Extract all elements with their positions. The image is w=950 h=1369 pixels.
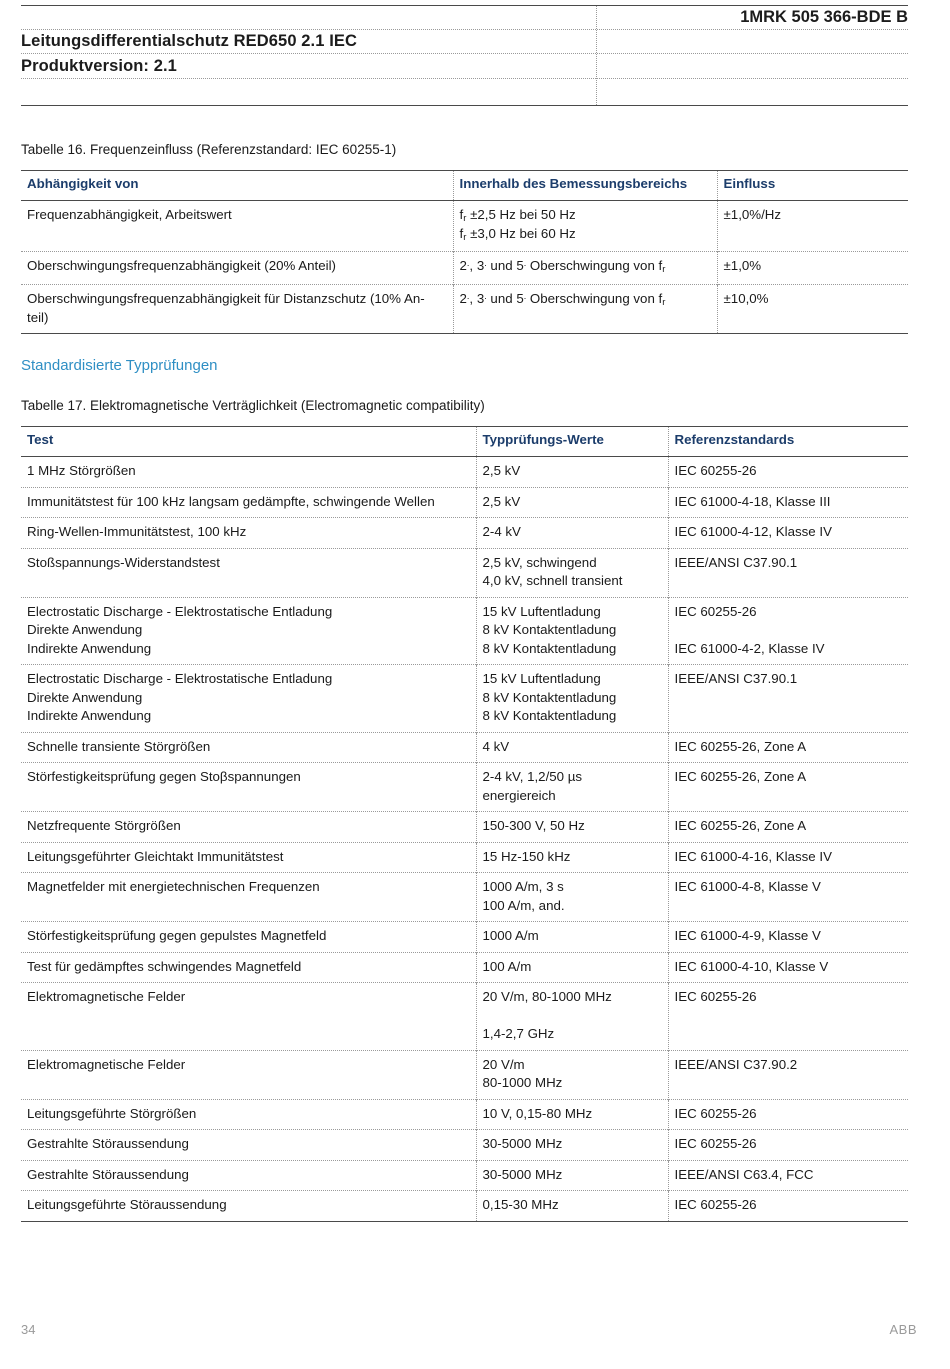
cell-line: 2-4 kV [482,524,521,539]
cell-test [21,518,476,549]
cell-reference-standards [668,1099,908,1130]
range-text: ±2,5 Hz bei 50 Hz [466,207,576,222]
cell-line: Indirekte Anwendung [27,640,152,656]
subscript: r [662,264,666,275]
dependency-line: Oberschwingungsfrequenzabhängigkeit für Distanzschutz (10% An- [27,291,425,306]
cell-line: Direkte Anwendung [27,689,143,705]
cell-line: Leitungsgeführter Gleichtakt Immunitätstest [27,848,284,864]
cell-type-test-values [476,1050,668,1099]
cell-line: 150-300 V, 50 Hz [482,818,585,833]
table-row [21,1130,908,1161]
cell-line: IEC 61000-4-16, Klasse IV [674,848,832,864]
column-header-influence: Einfluss [717,171,908,201]
range-text: Oberschwingung von f [526,291,663,306]
superscript-dot: . [484,258,487,268]
cell-test [21,548,476,597]
cell-line: IEC 60255-26, Zone A [674,769,807,784]
header-bottom-rule [21,105,908,106]
cell-test [21,597,476,665]
table-row [21,201,908,252]
cell-line: Electrostatic Discharge - Elektrostatische Entladung [27,671,333,686]
cell-reference-standards [668,665,908,733]
cell-type-test-values [476,1191,668,1222]
cell-line: Electrostatic Discharge - Elektrostatische Entladung [27,603,333,619]
cell-line: 4,0 kV, schnell transient [482,573,623,588]
cell-type-test-values [476,842,668,873]
cell-reference-standards [668,763,908,812]
cell-test [21,487,476,518]
cell-line: Schnelle transiente Störgrößen [27,738,211,754]
table-row [21,597,908,665]
cell-line: Direkte Anwendung [27,622,143,637]
cell-line: IEC 60255-26 [674,603,757,619]
cell-test [21,922,476,953]
cell-line: 15 kV Luftentladung [482,671,601,686]
table-row [21,732,908,763]
cell-line: 15 Hz-150 kHz [482,848,571,864]
cell-line: IEC 60255-26 [674,1136,757,1151]
cell-line: 80-1000 MHz [482,1075,563,1090]
cell-range [453,201,717,252]
cell-range [453,252,717,285]
cell-test [21,1099,476,1130]
cell-test [21,457,476,488]
table-row [21,1160,908,1191]
cell-influence: ±1,0%/Hz [717,201,908,252]
table-row [21,1050,908,1099]
cell-line: Elektromagnetische Felder [27,1056,186,1072]
table17-caption: Tabelle 17. Elektromagnetische Verträglichkeit (Electromagnetic compatibility) [21,398,485,413]
cell-reference-standards [668,922,908,953]
cell-line: 8 kV Kontaktentladung [482,640,617,656]
symbol: f [459,225,464,241]
cell-line: energiereich [482,787,556,803]
cell-test [21,1130,476,1161]
document-number: 1MRK 505 366-BDE B [740,8,908,26]
cell-line: 30-5000 MHz [482,1136,563,1151]
table-row [21,873,908,922]
cell-line: IEC 60255-26 [674,1197,757,1212]
header-dotted-line [21,29,908,30]
cell-type-test-values [476,952,668,983]
cell-test [21,812,476,843]
table17-header-row [21,427,908,457]
subscript: r [463,213,467,224]
cell-line: 15 kV Luftentladung [482,603,601,619]
cell-reference-standards [668,812,908,843]
cell-line: 100 A/m [482,958,532,974]
cell-type-test-values [476,457,668,488]
table16-frequency-influence [21,170,908,334]
table16-header-row [21,171,908,201]
cell-range [453,285,717,334]
cell-type-test-values [476,812,668,843]
cell-reference-standards [668,548,908,597]
harmonic-number: 2 [459,291,467,306]
abb-logo: ABB [889,1322,917,1337]
table-row [21,983,908,1051]
table-row [21,285,908,334]
document-title: Leitungsdifferentialschutz RED650 2.1 IEC [21,32,358,50]
table16-caption: Tabelle 16. Frequenzeinfluss (Referenzstandard: IEC 60255-1) [21,142,397,157]
cell-line: 8 kV Kontaktentladung [482,708,617,723]
separator: , [469,258,477,273]
cell-line: 1,4-2,7 GHz [482,1026,555,1041]
cell-test [21,732,476,763]
table-row [21,763,908,812]
table-row [21,665,908,733]
column-header-dependency: Abhängigkeit von [27,176,139,191]
cell-type-test-values [476,548,668,597]
cell-line: Gestrahlte Störaussendung [27,1136,189,1151]
separator: und [486,291,517,306]
cell-reference-standards [668,732,908,763]
table-row [21,518,908,549]
cell-test [21,983,476,1051]
table17-body [21,457,908,1222]
cell-line: 100 A/m, and. [482,897,565,913]
cell-line: 2-4 kV, 1,2/50 µs [482,769,583,784]
cell-line [483,1007,662,1026]
cell-line: IEC 61000-4-18, Klasse III [674,493,831,509]
dependency-line: teil) [27,309,49,325]
cell-line: 2,5 kV [482,463,521,478]
cell-dependency: Frequenzabhängigkeit, Arbeitswert [27,207,232,222]
column-header-test: Test [27,432,54,447]
cell-type-test-values [476,732,668,763]
cell-line: IEEE/ANSI C63.4, FCC [674,1166,814,1182]
cell-type-test-values [476,873,668,922]
cell-line: IEC 61000-4-9, Klasse V [674,928,821,943]
cell-test [21,952,476,983]
cell-line: 20 V/m [482,1056,525,1072]
cell-reference-standards [668,952,908,983]
cell-line: Test für gedämpftes schwingendes Magnetfeld [27,958,302,974]
subscript: r [463,231,467,243]
cell-reference-standards [668,1050,908,1099]
cell-line: Stoßspannungs-Widerstandstest [27,554,220,570]
cell-line: 30-5000 MHz [482,1166,563,1182]
cell-line: 20 V/m, 80-1000 MHz [482,989,612,1004]
cell-reference-standards [668,983,908,1051]
page-header [21,5,908,106]
header-top-rule [21,5,908,6]
cell-reference-standards [668,873,908,922]
section-title: Standardisierte Typprüfungen [21,357,218,374]
cell-line: IEEE/ANSI C37.90.1 [674,671,798,686]
table-row [21,952,908,983]
cell-type-test-values [476,597,668,665]
cell-line: Immunitätstest für 100 kHz langsam gedämpfte, schwingende Wellen [27,493,435,509]
cell-line: 1000 A/m, 3 s [482,879,564,894]
table-row [21,1099,908,1130]
separator: , [469,291,477,306]
table-row [21,922,908,953]
cell-line: Ring-Wellen-Immunitätstest, 100 kHz [27,524,247,539]
header-column-divider [596,6,597,105]
header-dotted-line [21,78,908,79]
cell-type-test-values [476,665,668,733]
harmonic-number: 5 [516,258,524,273]
table-row [21,252,908,285]
subscript: r [662,297,666,308]
cell-line: Leitungsgeführte Störaussendung [27,1197,227,1212]
cell-test [21,665,476,733]
cell-test [21,1050,476,1099]
cell-type-test-values [476,1160,668,1191]
cell-test [21,842,476,873]
table-row [21,812,908,843]
table17-emc [21,426,908,1222]
cell-line: IEC 61000-4-12, Klasse IV [674,524,832,539]
cell-line: IEC 60255-26, Zone A [674,818,807,833]
cell-type-test-values [476,983,668,1051]
superscript-dot: . [484,291,487,301]
cell-line: IEC 60255-26 [674,463,757,478]
cell-reference-standards [668,1191,908,1222]
cell-line: IEC 60255-26 [674,1105,757,1121]
cell-type-test-values [476,487,668,518]
cell-type-test-values [476,1099,668,1130]
superscript-dot: . [466,291,470,301]
cell-line: 2,5 kV [482,493,521,509]
cell-line: IEC 60255-26, Zone A [674,738,807,754]
harmonic-number: 5 [516,291,524,306]
cell-reference-standards [668,1160,908,1191]
cell-test [21,873,476,922]
cell-line: IEEE/ANSI C37.90.2 [674,1056,798,1072]
table-row [21,1191,908,1222]
range-line [460,206,711,225]
cell-test [21,1191,476,1222]
cell-reference-standards [668,597,908,665]
cell-reference-standards [668,457,908,488]
cell-test [21,1160,476,1191]
cell-reference-standards [668,487,908,518]
range-line [460,225,711,244]
table-row [21,487,908,518]
table-row [21,457,908,488]
table-row [21,548,908,597]
harmonic-number: 3 [476,291,485,306]
cell-line: Indirekte Anwendung [27,708,152,723]
cell-line: IEC 61000-4-8, Klasse V [674,879,821,894]
cell-line: 1 MHz Störgrößen [27,463,136,478]
cell-line [675,621,903,640]
cell-line: 0,15-30 MHz [482,1197,559,1212]
cell-line: IEC 61000-4-2, Klasse IV [674,640,825,656]
range-text: Oberschwingung von f [526,258,663,273]
cell-line: Leitungsgeführte Störgrößen [27,1105,197,1121]
superscript-dot: . [523,291,527,301]
cell-influence: ±1,0% [717,252,908,285]
cell-line: 8 kV Kontaktentladung [482,622,617,637]
harmonic-number: 2 [459,258,467,273]
cell-line: 4 kV [482,738,510,754]
column-header-reference-standards: Referenzstandards [668,427,908,457]
cell-line: IEC 60255-26 [674,989,757,1004]
superscript-dot: . [466,258,470,268]
cell-line: Magnetfelder mit energietechnischen Frequenzen [27,879,320,894]
product-version: Produktversion: 2.1 [21,57,177,75]
page-number: 34 [21,1322,36,1337]
cell-influence: ±10,0% [717,285,908,334]
header-dotted-line [21,53,908,54]
symbol: f [459,207,464,222]
harmonic-number: 3 [476,258,485,273]
cell-line: IEEE/ANSI C37.90.1 [674,554,798,570]
cell-reference-standards [668,518,908,549]
column-header-range: Innerhalb des Bemessungsbereichs [453,171,717,201]
cell-line: IEC 61000-4-10, Klasse V [674,958,829,974]
cell-line: Elektromagnetische Felder [27,989,186,1004]
separator: und [486,258,517,273]
cell-line: 2,5 kV, schwingend [482,554,597,570]
cell-reference-standards [668,1130,908,1161]
cell-type-test-values [476,922,668,953]
cell-line: Störfestigkeitsprüfung gegen Stoβspannungen [27,769,301,784]
superscript-dot: . [523,258,527,268]
range-text: ±3,0 Hz bei 60 Hz [466,225,576,241]
cell-dependency: Oberschwingungsfrequenzabhängigkeit (20% Anteil) [27,258,336,273]
cell-line: 1000 A/m [482,928,539,943]
column-header-type-test-values: Typprüfungs-Werte [476,427,668,457]
cell-line: Gestrahlte Störaussendung [27,1166,189,1182]
cell-type-test-values [476,763,668,812]
cell-reference-standards [668,842,908,873]
cell-line: 8 kV Kontaktentladung [482,689,617,705]
cell-test [21,763,476,812]
cell-line: Netzfrequente Störgrößen [27,818,181,833]
table-row [21,842,908,873]
cell-line: 10 V, 0,15-80 MHz [482,1105,593,1121]
cell-dependency [21,285,453,334]
cell-type-test-values [476,518,668,549]
cell-line: Störfestigkeitsprüfung gegen gepulstes Magnetfeld [27,928,327,943]
cell-type-test-values [476,1130,668,1161]
